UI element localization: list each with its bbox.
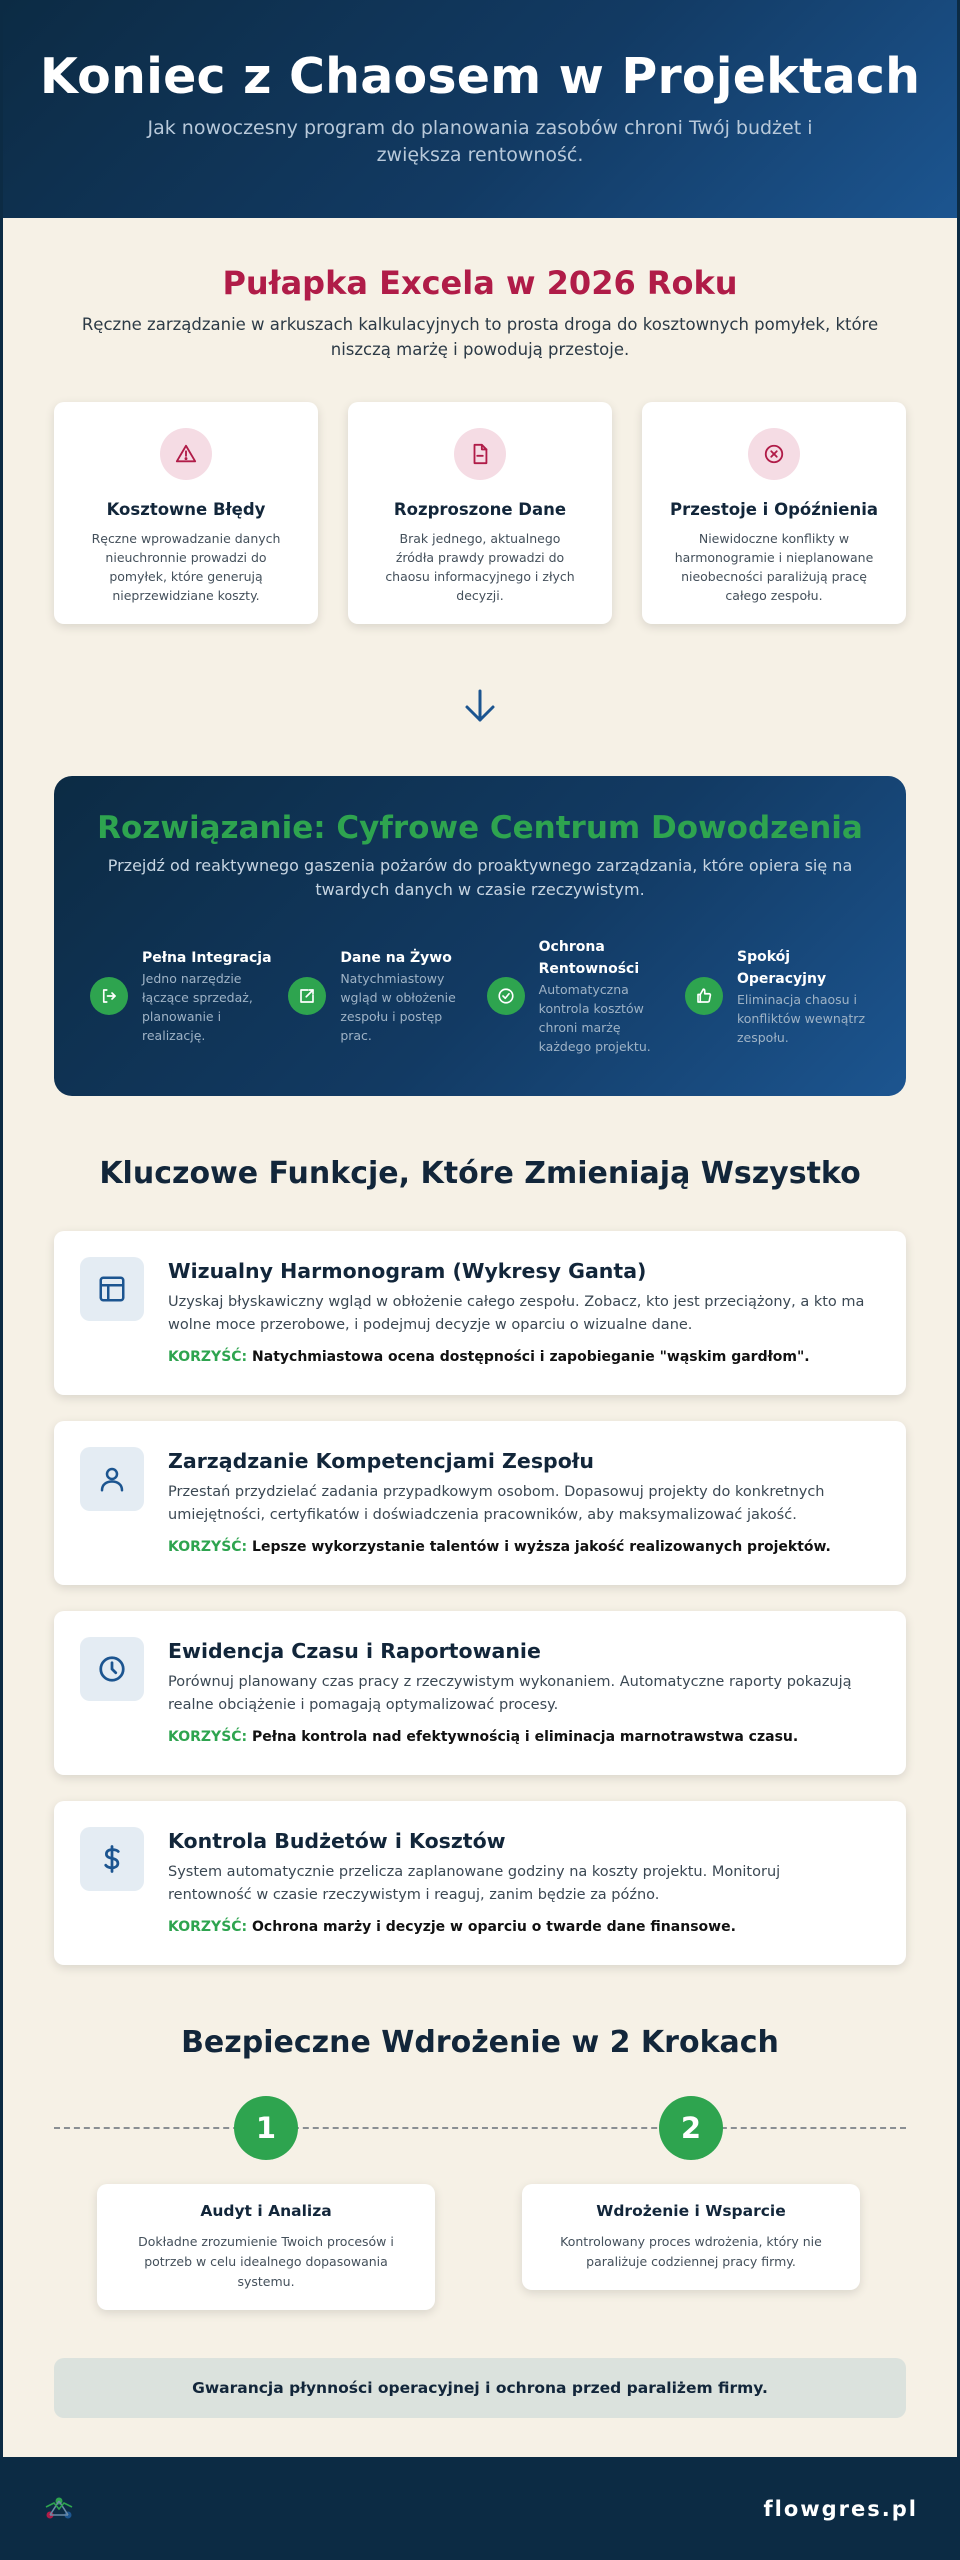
flowgres-logo-icon bbox=[42, 2495, 76, 2523]
hero-banner bbox=[3, 0, 957, 218]
functions-title: Kluczowe Funkcje, Które Zmieniają Wszystko bbox=[99, 1156, 861, 1191]
feature-peace bbox=[685, 936, 870, 1056]
steps-title: Bezpieczne Wdrożenie w 2 Krokach bbox=[181, 2025, 779, 2060]
feature-integration bbox=[90, 936, 275, 1056]
feature-title: Dane na Żywo bbox=[340, 950, 452, 966]
function-card-time-tracking bbox=[54, 1611, 906, 1775]
function-text: Porównuj planowany czas pracy z rzeczywistym wykonaniem. Automatyczne raporty pokazują realne obciążenie i pomagają optymalizować procesy. bbox=[168, 1674, 852, 1713]
function-card-gantt bbox=[54, 1231, 906, 1395]
live-data-icon bbox=[288, 977, 326, 1015]
benefit-tag: KORZYŚĆ: bbox=[168, 1919, 248, 1935]
problem-card-title: Przestoje i Opóźnienia bbox=[670, 500, 878, 519]
excel-trap-section bbox=[3, 218, 957, 726]
benefit-text: Pełna kontrola nad efektywnością i eliminacja marnotrawstwa czasu. bbox=[252, 1729, 799, 1745]
function-benefit bbox=[168, 1539, 868, 1555]
step-number-badge: 1 bbox=[234, 2096, 298, 2160]
step-audit bbox=[97, 2096, 435, 2310]
step-number-badge: 2 bbox=[659, 2096, 723, 2160]
feature-title: Ochrona Rentowności bbox=[538, 939, 640, 977]
solution-features bbox=[90, 936, 870, 1056]
problem-card-title: Kosztowne Błędy bbox=[106, 500, 266, 519]
function-benefit bbox=[168, 1919, 868, 1935]
step-title: Audyt i Analiza bbox=[200, 2202, 332, 2220]
function-title: Ewidencja Czasu i Raportowanie bbox=[168, 1639, 541, 1663]
function-card-budget bbox=[54, 1801, 906, 1965]
step-text: Kontrolowany proces wdrożenia, który nie paraliżuje codziennej pracy firmy. bbox=[560, 2234, 822, 2269]
problem-card-text: Brak jednego, aktualnego źródła prawdy prowadzi do chaosu informacyjnego i złych decyzji. bbox=[385, 531, 575, 603]
solution-title: Rozwiązanie: Cyfrowe Centrum Dowodzenia bbox=[97, 810, 863, 846]
trap-title: Pułapka Excela w 2026 Roku bbox=[222, 264, 738, 302]
function-text: Uzyskaj błyskawiczny wgląd w obłożenie całego zespołu. Zobacz, kto jest przeciążony, a kto ma wolne moce przerobowe, i podejmuj decyzje w oparciu o wizualne dane. bbox=[168, 1294, 865, 1333]
feature-text: Jedno narzędzie łączące sprzedaż, planowanie i realizację. bbox=[142, 971, 253, 1043]
feature-text: Eliminacja chaosu i konfliktów wewnątrz zespołu. bbox=[736, 991, 865, 1045]
steps-timeline bbox=[54, 2096, 906, 2326]
arrow-down-icon bbox=[460, 686, 500, 726]
integration-icon bbox=[90, 977, 128, 1015]
benefit-tag: KORZYŚĆ: bbox=[168, 1539, 248, 1555]
benefit-tag: KORZYŚĆ: bbox=[168, 1729, 248, 1745]
step-text: Dokładne zrozumienie Twoich procesów i potrzeb w celu idealnego dopasowania systemu. bbox=[138, 2234, 394, 2289]
function-text: System automatycznie przelicza zaplanowane godziny na koszty projektu. Monitoruj rentowność w czasie rzeczywistym i reaguj, zanim będzie za późno. bbox=[168, 1864, 781, 1903]
function-title: Zarządzanie Kompetencjami Zespołu bbox=[168, 1449, 594, 1473]
solution-panel bbox=[54, 776, 906, 1096]
user-icon bbox=[80, 1447, 144, 1511]
problem-card-errors bbox=[54, 402, 318, 624]
check-circle-icon bbox=[487, 977, 525, 1015]
footer-brand[interactable]: flowgres.pl bbox=[763, 2496, 918, 2521]
problem-cards bbox=[54, 402, 906, 624]
page-title: Koniec z Chaosem w Projektach bbox=[39, 48, 921, 105]
document-icon bbox=[454, 428, 506, 480]
dollar-icon bbox=[80, 1827, 144, 1891]
clock-icon bbox=[80, 1637, 144, 1701]
benefit-text: Natychmiastowa ocena dostępności i zapobieganie "wąskim gardłom". bbox=[252, 1349, 810, 1365]
guarantee-banner: Gwarancja płynności operacyjnej i ochrona przed paraliżem firmy. bbox=[54, 2358, 906, 2418]
benefit-text: Lepsze wykorzystanie talentów i wyższa jakość realizowanych projektów. bbox=[252, 1539, 831, 1555]
x-circle-icon bbox=[748, 428, 800, 480]
problem-card-title: Rozproszone Dane bbox=[393, 500, 567, 519]
problem-card-text: Niewidoczne konflikty w harmonogramie i nieplanowane nieobecności paraliżują pracę całego zespołu. bbox=[674, 531, 874, 603]
function-benefit bbox=[168, 1349, 868, 1365]
footer bbox=[0, 2457, 960, 2560]
solution-lead: Przejdź od reaktywnego gaszenia pożarów do proaktywnego zarządzania, które opiera się na twardych danych w czasie rzeczywistym. bbox=[107, 856, 853, 899]
thumbs-up-icon bbox=[685, 977, 723, 1015]
feature-text: Natychmiastowy wgląd w obłożenie zespołu i postęp prac. bbox=[340, 971, 456, 1043]
feature-live-data bbox=[288, 936, 473, 1056]
feature-title: Pełna Integracja bbox=[142, 950, 272, 966]
warning-icon bbox=[160, 428, 212, 480]
step-title: Wdrożenie i Wsparcie bbox=[596, 2202, 786, 2220]
step-card bbox=[522, 2184, 860, 2290]
step-card bbox=[97, 2184, 435, 2310]
feature-profitability bbox=[487, 936, 672, 1056]
function-benefit bbox=[168, 1729, 868, 1745]
feature-title: Spokój Operacyjny bbox=[736, 948, 827, 987]
function-title: Wizualny Harmonogram (Wykresy Ganta) bbox=[168, 1259, 647, 1283]
benefit-text: Ochrona marży i decyzje w oparciu o twarde dane finansowe. bbox=[252, 1919, 736, 1935]
function-title: Kontrola Budżetów i Kosztów bbox=[168, 1829, 506, 1853]
feature-text: Automatyczna kontrola kosztów chroni marżę każdego projektu. bbox=[538, 982, 651, 1054]
page-subtitle: Jak nowoczesny program do planowania zasobów chroni Twój budżet i zwiększa rentowność. bbox=[147, 117, 813, 166]
problem-card-delays bbox=[642, 402, 906, 624]
benefit-tag: KORZYŚĆ: bbox=[168, 1349, 248, 1365]
gantt-icon bbox=[80, 1257, 144, 1321]
step-implementation bbox=[522, 2096, 860, 2290]
trap-lead: Ręczne zarządzanie w arkuszach kalkulacyjnych to prosta droga do kosztownych pomyłek, które niszczą marżę i powodują przestoje. bbox=[81, 315, 879, 359]
function-text: Przestań przydzielać zadania przypadkowym osobom. Dopasowuj projekty do konkretnych umiejętności, certyfikatów i doświadczenia pracowników, aby maksymalizować jakość. bbox=[168, 1484, 825, 1523]
function-card-competences bbox=[54, 1421, 906, 1585]
problem-card-text: Ręczne wprowadzanie danych nieuchronnie prowadzi do pomyłek, które generują nieprzewidziane koszty. bbox=[91, 531, 281, 603]
problem-card-scattered-data bbox=[348, 402, 612, 624]
